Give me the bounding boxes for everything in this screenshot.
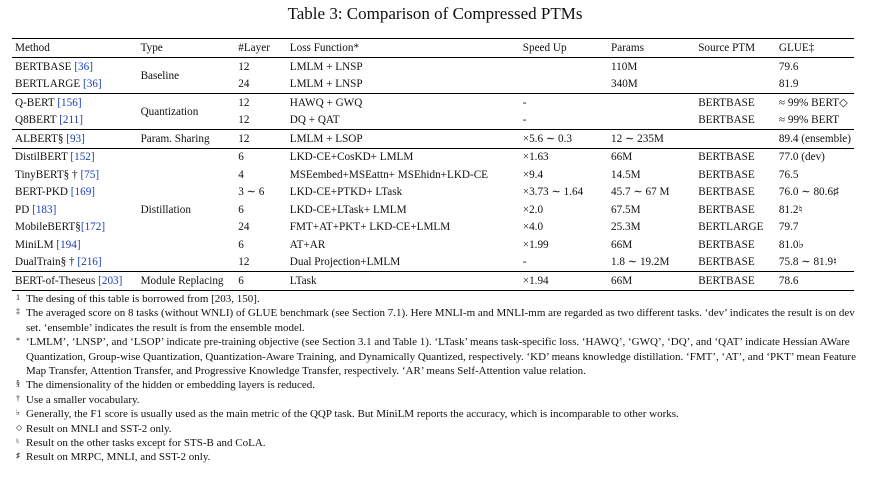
loss-cell: LKD-CE+LTask+ LMLM (289, 203, 407, 216)
group-distillation (12, 148, 854, 272)
footnote-text: ‘LMLM’, ‘LNSP’, and ‘LSOP’ indicate pre-training objective (see Section 3.1 and Table 1). ‘LTask’ means task-specific loss. ‘HAWQ’, ‘GWQ’, ‘DQ’, and ‘QAT’ indicate Hessian AWare Quantization, Group-wise Quantization, Quantization-Aware Training, and Dynamically Quantized, respectively. ‘KD’ means knowledge distillation. ‘FMT’, ‘AT’, and ‘PKT’ mean Feature Map Transfer, Attention Transfer, and Progressive Knowledge Transfer, respectively. ‘AR’ means Self-Attention value relation. (26, 336, 856, 378)
params-cell: 67.5M (611, 203, 641, 216)
source-cell: BERTLARGE (698, 221, 764, 234)
source-cell: BERTBASE (698, 151, 755, 164)
header-loss: Loss Function* (289, 42, 360, 54)
method-cell: PD [183] (15, 203, 57, 216)
footnote-text: The dimensionality of the hidden or embedding layers is reduced. (26, 379, 315, 392)
citation-link[interactable]: [183] (32, 203, 57, 216)
speed-cell: ×9.4 (522, 168, 544, 181)
speed-cell: - (522, 114, 527, 127)
table-row (12, 94, 854, 112)
citation-link[interactable]: [75] (80, 168, 100, 181)
loss-cell: DQ + QAT (289, 114, 340, 127)
speed-cell: ×1.63 (522, 151, 549, 164)
glue-cell: 79.6 (778, 60, 799, 73)
params-cell: 45.7 ∼ 67 M (611, 186, 670, 199)
method-cell: MobileBERT§[172] (15, 221, 106, 234)
method-cell: ALBERT§ [93] (15, 132, 85, 145)
type-cell: Param. Sharing (140, 132, 210, 145)
layer-cell: 6 (238, 274, 244, 287)
speed-cell: - (522, 96, 527, 109)
glue-cell: ≈ 99% BERT (778, 114, 840, 127)
speed-cell: ×2.0 (522, 203, 544, 216)
footnote-mark: ♮ (16, 437, 19, 447)
params-cell: 340M (611, 78, 638, 91)
layer-cell: 4 (238, 168, 244, 181)
params-cell: 14.5M (611, 168, 641, 181)
params-cell: 25.3M (611, 221, 641, 234)
speed-cell: ×4.0 (522, 221, 544, 234)
layer-cell: 6 (238, 151, 244, 164)
speed-cell: ×3.73 ∼ 1.64 (522, 186, 584, 199)
footnote (16, 393, 858, 407)
comparison-table (12, 38, 854, 291)
footnote (16, 407, 858, 421)
layer-cell: 24 (238, 78, 250, 91)
footnote (16, 335, 858, 378)
group-param-sharing (12, 130, 854, 149)
citation-link[interactable]: [203] (98, 274, 123, 287)
footnote-text: The desing of this table is borrowed from [203, 150]. (26, 293, 260, 305)
loss-cell: AT+AR (289, 238, 326, 251)
layer-cell: 6 (238, 238, 244, 251)
glue-cell: 89.4 (ensemble) (778, 132, 851, 145)
source-cell: BERTBASE (698, 186, 755, 199)
loss-cell: MSEembed+MSEattn+ MSEhidn+LKD-CE (289, 168, 488, 181)
citation-link[interactable]: [36] (83, 78, 102, 91)
source-cell (695, 130, 776, 149)
loss-cell: LMLM + LNSP (289, 78, 363, 91)
method-cell: BERTLARGE [36] (15, 78, 102, 91)
citation-link[interactable]: [152] (70, 151, 95, 164)
params-cell: 66M (611, 238, 633, 251)
footnote-text: The averaged score on 8 tasks (without WNLI) of GLUE benchmark (see Section 7.1). Here MNLI-m and MNLI-mm are regarded as two different tasks. ‘dev’ indicates the result is on dev set. ‘ensemble’ indicates the result is from the ensemble model. (26, 307, 855, 334)
source-cell (695, 58, 776, 76)
citation-link[interactable]: [169] (70, 186, 96, 199)
table-row (12, 58, 854, 76)
footnote-text: Result on the other tasks except for STS-B and CoLA. (26, 437, 266, 450)
table-row (12, 130, 854, 149)
type-cell: Quantization (140, 105, 199, 118)
table-footnotes (16, 292, 858, 465)
source-cell: BERTBASE (698, 168, 755, 181)
footnote (16, 450, 858, 464)
params-cell: 110M (611, 60, 638, 73)
source-cell: BERTBASE (698, 238, 755, 251)
glue-cell: ≈ 99% BERT◇ (778, 96, 848, 109)
header-speed: Speed Up (522, 42, 567, 54)
layer-cell: 12 (238, 132, 250, 145)
type-cell: Baseline (140, 69, 180, 82)
source-cell: BERTBASE (698, 256, 755, 269)
glue-cell: 81.0♭ (778, 238, 804, 251)
layer-cell: 6 (238, 203, 244, 216)
group-quantization (12, 94, 854, 130)
footnote-text: Result on MRPC, MNLI, and SST-2 only. (26, 451, 211, 464)
glue-cell: 75.8 ∼ 81.9♮ (778, 256, 838, 269)
loss-cell: HAWQ + GWQ (289, 96, 363, 109)
footnote (16, 292, 858, 306)
table-header-row (12, 39, 854, 58)
params-cell: 66M (611, 274, 633, 287)
params-cell: 12 ∼ 235M (611, 132, 664, 145)
table-caption: Table 3: Comparison of Compressed PTMs (287, 4, 583, 23)
speed-cell: ×1.94 (522, 274, 549, 287)
layer-cell: 12 (238, 114, 250, 127)
params-cell: 66M (611, 151, 633, 164)
loss-cell: LMLM + LNSP (289, 60, 363, 73)
params-cell (608, 112, 695, 130)
speed-cell (520, 76, 608, 94)
loss-cell: LMLM + LSOP (289, 132, 363, 145)
header-method: Method (15, 42, 50, 54)
footnote-text: Use a smaller vocabulary. (26, 393, 140, 406)
method-cell: BERTBASE [36] (15, 60, 93, 73)
header-type: Type (140, 42, 163, 54)
loss-cell: LKD-CE+CosKD+ LMLM (289, 151, 414, 164)
footnote-text: Result on MNLI and SST-2 only. (26, 422, 172, 435)
group-module-replacing (12, 272, 854, 291)
citation-link[interactable]: [36] (74, 60, 93, 73)
citation-link[interactable]: [211] (59, 114, 84, 127)
header-layer: #Layer (238, 42, 270, 54)
loss-cell: Dual Projection+LMLM (289, 256, 401, 269)
header-params: Params (611, 42, 644, 54)
glue-cell: 81.9 (778, 78, 799, 91)
layer-cell: 24 (238, 221, 250, 234)
footnote-mark: * (16, 336, 20, 346)
footnote-mark: ♯ (16, 451, 20, 461)
method-cell: DistilBERT [152] (15, 151, 95, 164)
glue-cell: 79.7 (778, 221, 799, 234)
method-cell: Q8BERT [211] (15, 114, 84, 127)
layer-cell: 12 (238, 60, 250, 73)
speed-cell (520, 58, 608, 76)
header-glue: GLUE‡ (778, 42, 815, 54)
glue-cell: 76.5 (778, 168, 799, 181)
source-cell: BERTBASE (698, 114, 755, 127)
header-source: Source PTM (698, 42, 756, 54)
source-cell: BERTBASE (698, 96, 755, 109)
speed-cell: - (522, 256, 527, 269)
source-cell (695, 76, 776, 94)
footnote-text: Generally, the F1 score is usually used as the main metric of the QQP task. But MiniLM reports the accuracy, which is incomparable to other works. (26, 408, 679, 421)
method-cell: TinyBERT§ † [75] (15, 168, 100, 181)
source-cell: BERTBASE (698, 203, 755, 216)
params-cell (608, 94, 695, 112)
speed-cell: ×1.99 (522, 238, 549, 251)
footnote-mark: † (16, 393, 20, 403)
source-cell: BERTBASE (698, 274, 755, 287)
params-cell: 1.8 ∼ 19.2M (611, 256, 670, 269)
footnote-mark: § (16, 379, 20, 389)
footnote (16, 436, 858, 450)
layer-cell: 12 (238, 96, 250, 109)
footnote (16, 422, 858, 436)
citation-link[interactable]: [93] (66, 132, 85, 145)
layer-cell: 3 ∼ 6 (238, 186, 265, 199)
type-cell: Module Replacing (140, 274, 224, 287)
table-row (12, 148, 854, 166)
footnote-mark: ◇ (16, 422, 23, 432)
citation-link[interactable]: [194] (56, 238, 81, 251)
citation-link[interactable]: [172] (80, 221, 106, 234)
glue-cell: 76.0 ∼ 80.6♯ (778, 186, 839, 199)
footnote-mark: ‡ (16, 307, 20, 317)
method-cell: Q-BERT [156] (15, 96, 82, 109)
citation-link[interactable]: [156] (57, 96, 82, 109)
table-row (12, 272, 854, 291)
loss-cell: LTask (289, 274, 317, 287)
method-cell: MiniLM [194] (15, 238, 81, 251)
glue-cell: 78.6 (778, 274, 799, 287)
layer-cell: 12 (238, 256, 250, 269)
footnote (16, 306, 858, 335)
loss-cell: FMT+AT+PKT+ LKD-CE+LMLM (289, 221, 451, 234)
method-cell: BERT-PKD [169] (15, 186, 96, 199)
loss-cell: LKD-CE+PTKD+ LTask (289, 186, 403, 199)
type-cell: Distillation (140, 203, 191, 216)
citation-link[interactable]: [216] (77, 256, 102, 269)
group-baseline (12, 58, 854, 94)
glue-cell: 81.2♮ (778, 203, 803, 216)
glue-cell: 77.0 (dev) (778, 151, 825, 164)
footnote-mark: 1 (16, 293, 20, 302)
speed-cell: ×5.6 ∼ 0.3 (522, 132, 573, 145)
footnote (16, 378, 858, 392)
footnote-mark: ♭ (16, 408, 20, 418)
method-cell: DualTrain§ † [216] (15, 256, 102, 269)
method-cell: BERT-of-Theseus [203] (15, 274, 123, 287)
